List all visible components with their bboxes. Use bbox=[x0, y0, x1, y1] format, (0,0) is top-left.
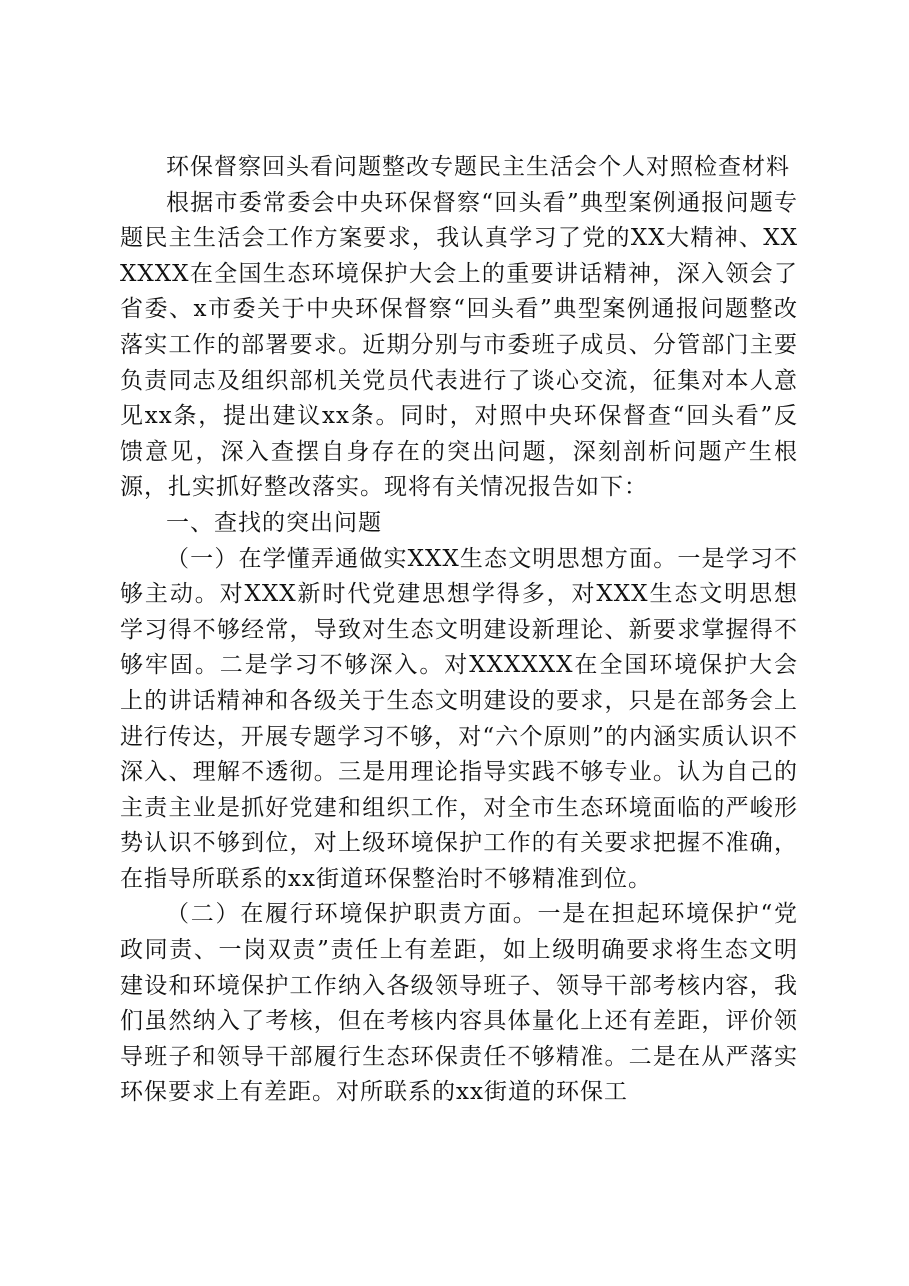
paragraph-intro: 根据市委常委会中央环保督察“回头看”典型案例通报问题专题民主生活会工作方案要求，我认真学习了党的XX大精神、XXXXXX在全国生态环境保护大会上的重要讲话精神，深入领会了省委、x市委关于中央环保督察“回头看”典型案例通报问题整改落实工作的部署要求。近期分别与市委班子成员、分管部门主要负责同志及组织部机关党员代表进行了谈心交流，征集对本人意见xx条，提出建议xx条。同时，对照中央环保督查“回头看”反馈意见，深入查摆自身存在的突出问题，深刻剖析问题产生根源，扎实抓好整改落实。现将有关情况报告如下： bbox=[120, 189, 798, 501]
paragraph-duty: （二）在履行环境保护职责方面。一是在担起环境保护“党政同责、一岗双责”责任上有差距，如上级明确要求将生态文明建设和环境保护工作纳入各级领导班子、领导干部考核内容，我们虽然纳入了考核，但在考核内容具体量化上还有差距，评价领导班子和领导干部履行生态环保责任不够精准。二是在从严落实环保要求上有差距。对所联系的xx街道的环保工 bbox=[120, 901, 798, 1106]
document-title: 环保督察回头看问题整改专题民主生活会个人对照检查材料 bbox=[166, 154, 790, 180]
paragraph-study: （一）在学懂弄通做实XXX生态文明思想方面。一是学习不够主动。对XXX新时代党建思想学得多，对XXX生态文明思想学习得不够经常，导致对生态文明建设新理论、新要求掌握得不够牢固。二是学习不够深入。对XXXXXX在全国环境保护大会上的讲话精神和各级关于生态文明建设的要求，只是在部务会上进行传达，开展专题学习不够，对“六个原则”的内涵实质认识不深入、理解不透彻。三是用理论指导实践不够专业。认为自己的主责主业是抓好党建和组织工作，对全市生态环境面临的严峻形势认识不够到位，对上级环境保护工作的有关要求把握不准确，在指导所联系的xx街道环保整治时不够精准到位。 bbox=[120, 545, 798, 892]
section-heading: 一、查找的突出问题 bbox=[166, 509, 382, 536]
document-body bbox=[120, 150, 798, 1111]
